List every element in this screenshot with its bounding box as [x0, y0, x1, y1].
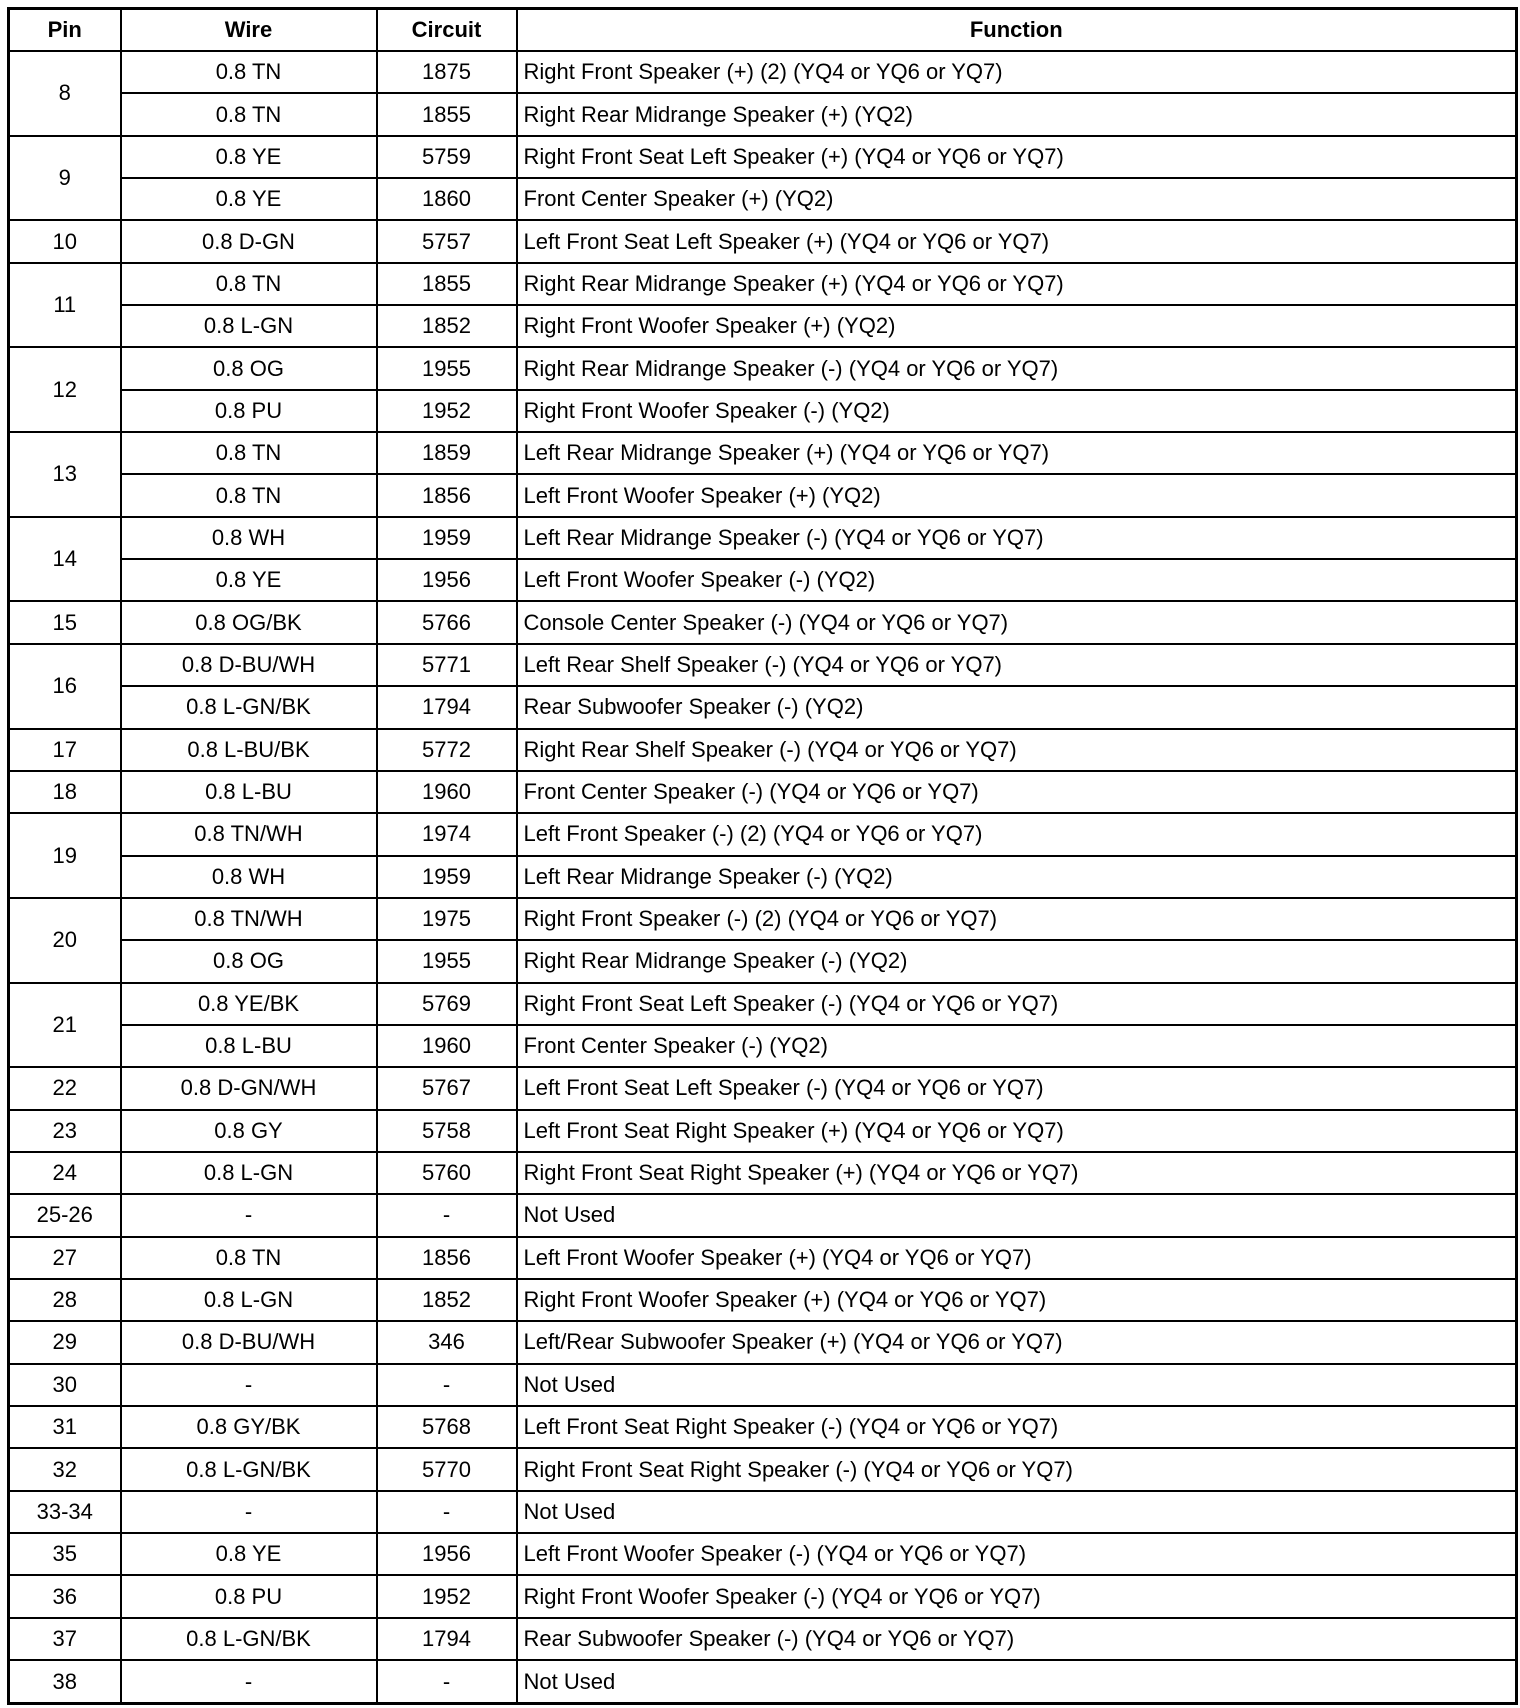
function-cell: Not Used: [517, 1491, 1517, 1533]
function-cell: Right Rear Midrange Speaker (-) (YQ2): [517, 940, 1517, 982]
circuit-cell: 1794: [377, 686, 517, 728]
function-cell: Right Front Woofer Speaker (+) (YQ2): [517, 305, 1517, 347]
table-row: [9, 686, 1517, 728]
wire-cell: -: [121, 1660, 377, 1703]
function-cell: Right Front Woofer Speaker (-) (YQ2): [517, 390, 1517, 432]
function-cell: Right Rear Midrange Speaker (+) (YQ4 or YQ6 or YQ7): [517, 263, 1517, 305]
pin-cell: 9: [9, 136, 121, 221]
function-cell: Right Front Woofer Speaker (+) (YQ4 or YQ6 or YQ7): [517, 1279, 1517, 1321]
wire-cell: 0.8 OG: [121, 940, 377, 982]
wire-cell: 0.8 GY: [121, 1110, 377, 1152]
table-row: [9, 347, 1517, 389]
pin-cell: 37: [9, 1618, 121, 1660]
wire-cell: 0.8 L-GN/BK: [121, 686, 377, 728]
function-cell: Right Front Seat Right Speaker (-) (YQ4 or YQ6 or YQ7): [517, 1448, 1517, 1490]
table-row: [9, 1194, 1517, 1236]
function-cell: Right Front Woofer Speaker (-) (YQ4 or YQ6 or YQ7): [517, 1575, 1517, 1617]
circuit-cell: 5772: [377, 729, 517, 771]
table-row: [9, 136, 1517, 178]
table-row: [9, 729, 1517, 771]
column-header-wire: Wire: [121, 9, 377, 52]
table-row: [9, 1237, 1517, 1279]
pin-cell: 21: [9, 983, 121, 1068]
wire-cell: 0.8 L-BU: [121, 771, 377, 813]
table-row: [9, 1575, 1517, 1617]
wire-cell: 0.8 D-BU/WH: [121, 1321, 377, 1363]
table-row: [9, 93, 1517, 135]
function-cell: Left Front Seat Left Speaker (+) (YQ4 or YQ6 or YQ7): [517, 220, 1517, 262]
function-cell: Left Front Speaker (-) (2) (YQ4 or YQ6 or YQ7): [517, 813, 1517, 855]
circuit-cell: 1855: [377, 93, 517, 135]
table-row: [9, 940, 1517, 982]
circuit-cell: -: [377, 1194, 517, 1236]
table-row: [9, 601, 1517, 643]
circuit-cell: 5766: [377, 601, 517, 643]
wire-cell: 0.8 TN: [121, 51, 377, 93]
circuit-cell: 1956: [377, 559, 517, 601]
pin-cell: 14: [9, 517, 121, 602]
wire-cell: 0.8 YE: [121, 559, 377, 601]
wire-cell: 0.8 OG/BK: [121, 601, 377, 643]
circuit-cell: 1956: [377, 1533, 517, 1575]
wire-cell: 0.8 OG: [121, 347, 377, 389]
pin-cell: 22: [9, 1067, 121, 1109]
table-row: [9, 1025, 1517, 1067]
table-row: [9, 220, 1517, 262]
wire-cell: 0.8 YE/BK: [121, 983, 377, 1025]
function-cell: Right Front Speaker (+) (2) (YQ4 or YQ6 or YQ7): [517, 51, 1517, 93]
circuit-cell: 1960: [377, 771, 517, 813]
pin-cell: 35: [9, 1533, 121, 1575]
pin-cell: 38: [9, 1660, 121, 1703]
function-cell: Front Center Speaker (-) (YQ4 or YQ6 or YQ7): [517, 771, 1517, 813]
wire-cell: 0.8 L-GN: [121, 1152, 377, 1194]
wire-cell: 0.8 WH: [121, 856, 377, 898]
table-row: [9, 813, 1517, 855]
pin-cell: 24: [9, 1152, 121, 1194]
table-row: [9, 644, 1517, 686]
function-cell: Not Used: [517, 1660, 1517, 1703]
wire-cell: -: [121, 1364, 377, 1406]
function-cell: Front Center Speaker (-) (YQ2): [517, 1025, 1517, 1067]
circuit-cell: 1855: [377, 263, 517, 305]
function-cell: Not Used: [517, 1194, 1517, 1236]
circuit-cell: 5768: [377, 1406, 517, 1448]
function-cell: Console Center Speaker (-) (YQ4 or YQ6 or YQ7): [517, 601, 1517, 643]
circuit-cell: 5759: [377, 136, 517, 178]
table-row: [9, 517, 1517, 559]
table-body: [9, 51, 1517, 1704]
wire-cell: 0.8 YE: [121, 178, 377, 220]
pin-cell: 28: [9, 1279, 121, 1321]
function-cell: Left Rear Shelf Speaker (-) (YQ4 or YQ6 or YQ7): [517, 644, 1517, 686]
pin-cell: 10: [9, 220, 121, 262]
function-cell: Left/Rear Subwoofer Speaker (+) (YQ4 or YQ6 or YQ7): [517, 1321, 1517, 1363]
pin-cell: 33-34: [9, 1491, 121, 1533]
circuit-cell: 1952: [377, 1575, 517, 1617]
header-row: [9, 9, 1517, 52]
table-row: [9, 432, 1517, 474]
wire-cell: 0.8 D-BU/WH: [121, 644, 377, 686]
table-row: [9, 1448, 1517, 1490]
wire-cell: 0.8 L-BU: [121, 1025, 377, 1067]
wire-cell: 0.8 TN/WH: [121, 813, 377, 855]
table-row: [9, 263, 1517, 305]
circuit-cell: 5767: [377, 1067, 517, 1109]
function-cell: Left Front Woofer Speaker (+) (YQ4 or YQ6 or YQ7): [517, 1237, 1517, 1279]
wire-cell: -: [121, 1491, 377, 1533]
wire-cell: 0.8 TN: [121, 474, 377, 516]
function-cell: Right Rear Midrange Speaker (+) (YQ2): [517, 93, 1517, 135]
wire-cell: 0.8 L-GN: [121, 305, 377, 347]
table-row: [9, 559, 1517, 601]
pin-cell: 18: [9, 771, 121, 813]
table-row: [9, 771, 1517, 813]
wire-cell: 0.8 L-BU/BK: [121, 729, 377, 771]
function-cell: Left Front Woofer Speaker (+) (YQ2): [517, 474, 1517, 516]
circuit-cell: -: [377, 1491, 517, 1533]
pin-cell: 11: [9, 263, 121, 348]
circuit-cell: 5757: [377, 220, 517, 262]
wire-cell: 0.8 L-GN/BK: [121, 1618, 377, 1660]
circuit-cell: 1852: [377, 1279, 517, 1321]
circuit-cell: 1859: [377, 432, 517, 474]
table-row: [9, 856, 1517, 898]
circuit-cell: 1974: [377, 813, 517, 855]
circuit-cell: 5758: [377, 1110, 517, 1152]
pin-cell: 19: [9, 813, 121, 898]
wire-cell: 0.8 TN: [121, 263, 377, 305]
circuit-cell: 5770: [377, 1448, 517, 1490]
function-cell: Right Front Seat Left Speaker (+) (YQ4 or YQ6 or YQ7): [517, 136, 1517, 178]
table-row: [9, 1364, 1517, 1406]
table-row: [9, 1067, 1517, 1109]
circuit-cell: 1952: [377, 390, 517, 432]
pin-cell: 31: [9, 1406, 121, 1448]
circuit-cell: 1875: [377, 51, 517, 93]
wire-cell: 0.8 D-GN: [121, 220, 377, 262]
column-header-circuit: Circuit: [377, 9, 517, 52]
pin-cell: 20: [9, 898, 121, 983]
wire-cell: 0.8 PU: [121, 1575, 377, 1617]
table-row: [9, 1279, 1517, 1321]
function-cell: Right Front Seat Left Speaker (-) (YQ4 or YQ6 or YQ7): [517, 983, 1517, 1025]
pin-cell: 27: [9, 1237, 121, 1279]
function-cell: Left Front Seat Left Speaker (-) (YQ4 or YQ6 or YQ7): [517, 1067, 1517, 1109]
function-cell: Front Center Speaker (+) (YQ2): [517, 178, 1517, 220]
wire-cell: 0.8 WH: [121, 517, 377, 559]
wire-cell: 0.8 TN: [121, 432, 377, 474]
table-row: [9, 1321, 1517, 1363]
function-cell: Left Rear Midrange Speaker (+) (YQ4 or YQ6 or YQ7): [517, 432, 1517, 474]
wire-cell: 0.8 L-GN: [121, 1279, 377, 1321]
circuit-cell: -: [377, 1364, 517, 1406]
table-row: [9, 474, 1517, 516]
pin-cell: 17: [9, 729, 121, 771]
function-cell: Left Front Seat Right Speaker (-) (YQ4 or YQ6 or YQ7): [517, 1406, 1517, 1448]
circuit-cell: 1959: [377, 856, 517, 898]
table-row: [9, 983, 1517, 1025]
table-header: [9, 9, 1517, 52]
table-row: [9, 51, 1517, 93]
table-row: [9, 1491, 1517, 1533]
circuit-cell: 1856: [377, 474, 517, 516]
column-header-pin: Pin: [9, 9, 121, 52]
pin-cell: 32: [9, 1448, 121, 1490]
function-cell: Left Rear Midrange Speaker (-) (YQ4 or YQ6 or YQ7): [517, 517, 1517, 559]
wire-cell: 0.8 YE: [121, 1533, 377, 1575]
circuit-cell: 1852: [377, 305, 517, 347]
circuit-cell: 1860: [377, 178, 517, 220]
wire-cell: 0.8 YE: [121, 136, 377, 178]
pin-cell: 15: [9, 601, 121, 643]
pin-cell: 30: [9, 1364, 121, 1406]
table-row: [9, 1533, 1517, 1575]
circuit-cell: 1959: [377, 517, 517, 559]
circuit-cell: 5771: [377, 644, 517, 686]
pin-cell: 25-26: [9, 1194, 121, 1236]
table-row: [9, 305, 1517, 347]
wire-cell: 0.8 TN: [121, 93, 377, 135]
circuit-cell: 1955: [377, 347, 517, 389]
function-cell: Left Rear Midrange Speaker (-) (YQ2): [517, 856, 1517, 898]
function-cell: Right Rear Midrange Speaker (-) (YQ4 or YQ6 or YQ7): [517, 347, 1517, 389]
function-cell: Rear Subwoofer Speaker (-) (YQ2): [517, 686, 1517, 728]
table-row: [9, 1152, 1517, 1194]
circuit-cell: 1975: [377, 898, 517, 940]
wire-cell: -: [121, 1194, 377, 1236]
function-cell: Right Front Seat Right Speaker (+) (YQ4 or YQ6 or YQ7): [517, 1152, 1517, 1194]
column-header-function: Function: [517, 9, 1517, 52]
circuit-cell: -: [377, 1660, 517, 1703]
wire-cell: 0.8 GY/BK: [121, 1406, 377, 1448]
wire-cell: 0.8 TN: [121, 1237, 377, 1279]
wire-cell: 0.8 TN/WH: [121, 898, 377, 940]
connector-pinout-table: [7, 7, 1518, 1705]
pin-cell: 36: [9, 1575, 121, 1617]
function-cell: Left Front Seat Right Speaker (+) (YQ4 or YQ6 or YQ7): [517, 1110, 1517, 1152]
pin-cell: 23: [9, 1110, 121, 1152]
circuit-cell: 1960: [377, 1025, 517, 1067]
pin-cell: 13: [9, 432, 121, 517]
wire-cell: 0.8 D-GN/WH: [121, 1067, 377, 1109]
function-cell: Left Front Woofer Speaker (-) (YQ2): [517, 559, 1517, 601]
table-row: [9, 1110, 1517, 1152]
function-cell: Right Front Speaker (-) (2) (YQ4 or YQ6 or YQ7): [517, 898, 1517, 940]
table-row: [9, 178, 1517, 220]
pin-cell: 8: [9, 51, 121, 136]
circuit-cell: 346: [377, 1321, 517, 1363]
table-row: [9, 1406, 1517, 1448]
function-cell: Left Front Woofer Speaker (-) (YQ4 or YQ6 or YQ7): [517, 1533, 1517, 1575]
pin-cell: 16: [9, 644, 121, 729]
pin-cell: 12: [9, 347, 121, 432]
table-row: [9, 390, 1517, 432]
wire-cell: 0.8 PU: [121, 390, 377, 432]
wire-cell: 0.8 L-GN/BK: [121, 1448, 377, 1490]
table-row: [9, 898, 1517, 940]
circuit-cell: 1955: [377, 940, 517, 982]
pin-cell: 29: [9, 1321, 121, 1363]
function-cell: Right Rear Shelf Speaker (-) (YQ4 or YQ6 or YQ7): [517, 729, 1517, 771]
circuit-cell: 1856: [377, 1237, 517, 1279]
table-row: [9, 1618, 1517, 1660]
function-cell: Rear Subwoofer Speaker (-) (YQ4 or YQ6 or YQ7): [517, 1618, 1517, 1660]
table-row: [9, 1660, 1517, 1703]
circuit-cell: 1794: [377, 1618, 517, 1660]
circuit-cell: 5760: [377, 1152, 517, 1194]
circuit-cell: 5769: [377, 983, 517, 1025]
function-cell: Not Used: [517, 1364, 1517, 1406]
